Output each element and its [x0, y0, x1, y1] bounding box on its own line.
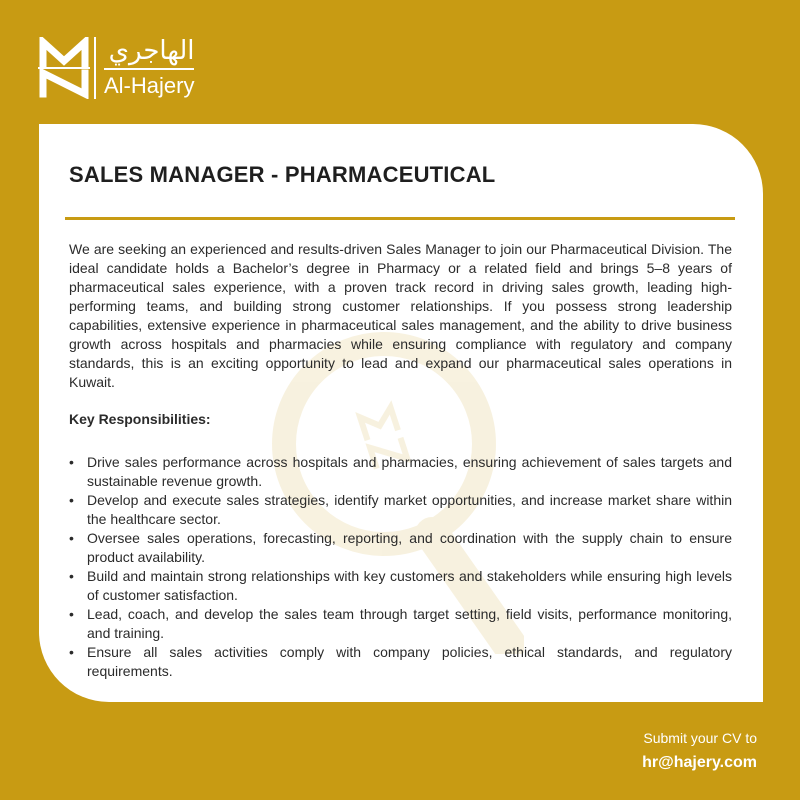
bullet-icon: • [69, 454, 74, 470]
list-item-text: Ensure all sales activities comply with company policies, ethical standards, and regulatory requirements. [87, 644, 732, 679]
company-name-latin: Al-Hajery [104, 73, 195, 98]
responsibilities-list [69, 453, 732, 681]
bullet-icon: • [69, 568, 74, 584]
job-title: SALES MANAGER - PHARMACEUTICAL [69, 162, 496, 187]
list-item [69, 453, 732, 491]
title-divider [65, 217, 735, 220]
company-logo [38, 36, 194, 99]
job-card [39, 124, 763, 702]
list-item [69, 491, 732, 529]
email-link[interactable]: hr@hajery.com [642, 754, 757, 771]
list-item-text: Oversee sales operations, forecasting, reporting, and coordination with the supply chain to ensure product availability. [87, 530, 732, 565]
list-item-text: Lead, coach, and develop the sales team through target setting, field visits, performance monitoring, and training. [87, 606, 732, 641]
job-description [69, 240, 732, 681]
apply-footer [642, 728, 757, 774]
logo-divider [94, 37, 96, 99]
responsibilities-heading: Key Responsibilities: [69, 411, 211, 427]
list-item-text: Build and maintain strong relationships with key customers and stakeholders while ensuring high levels of customer satisfaction. [87, 568, 732, 603]
logo-underline [104, 68, 194, 70]
list-item [69, 567, 732, 605]
company-name-arabic: الهاجري [108, 36, 195, 66]
mn-monogram-icon [38, 37, 90, 99]
bullet-icon: • [69, 644, 74, 660]
bullet-icon: • [69, 530, 74, 546]
list-item [69, 643, 732, 681]
bullet-icon: • [69, 606, 74, 622]
list-item [69, 529, 732, 567]
bullet-icon: • [69, 492, 74, 508]
list-item-text: Drive sales performance across hospitals and pharmacies, ensuring achievement of sales targets and sustainable revenue growth. [87, 454, 732, 489]
cv-submission-text: Submit your CV to [643, 730, 757, 746]
list-item-text: Develop and execute sales strategies, identify market opportunities, and increase market share within the healthcare sector. [87, 492, 732, 527]
intro-paragraph: We are seeking an experienced and results-driven Sales Manager to join our Pharmaceutical Division. The ideal candidate holds a Bachelor’s degree in Pharmacy or a related field and brings 5–8 years of pharmaceutical sales experience, with a proven track record in driving sales growth, leading high-performing teams, and building strong customer relationships. If you possess strong leadership capabilities, extensive experience in pharmaceutical sales management, and the ability to drive business growth across hospitals and pharmacies while ensuring compliance with regulatory and company standards, this is an exciting opportunity to lead and expand our pharmaceutical sales operations in Kuwait. [69, 241, 732, 390]
list-item [69, 605, 732, 643]
